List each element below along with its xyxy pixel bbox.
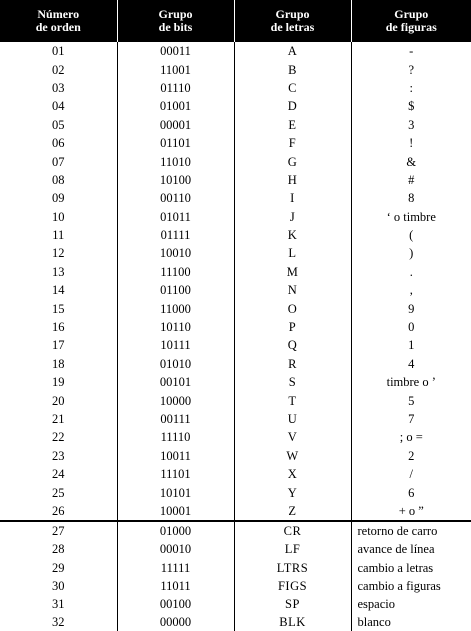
bits-cell: 10000 [117,391,234,409]
bits-cell: 01001 [117,97,234,115]
letter-cell: J [234,208,351,226]
table-row [0,299,471,317]
bits-cell: 01101 [117,134,234,152]
order-cell: 02 [0,60,117,78]
table-row [0,483,471,501]
bits-cell: 01110 [117,79,234,97]
figure-cell: blanco [357,615,391,630]
letter-cell: LF [234,540,351,558]
letter-cell: I [234,189,351,207]
figure-cell: retorno de carro [351,521,471,540]
bits-cell: 11001 [117,60,234,78]
order-cell: 09 [0,189,117,207]
bits-cell: 11000 [117,299,234,317]
table-row [0,171,471,189]
table-row [0,152,471,170]
order-cell: 23 [0,447,117,465]
order-cell: 15 [0,299,117,317]
letter-cell: G [234,152,351,170]
figure-cell: 9 [408,301,415,316]
letter-cell: U [234,410,351,428]
figure-cell: 3 [408,117,415,132]
table-row [0,428,471,446]
table-row [0,502,471,521]
table-row [0,410,471,428]
letter-cell: D [234,97,351,115]
figure-cell: timbre o ’ [386,375,436,390]
order-cell: 25 [0,483,117,501]
control-rows [0,521,471,631]
figure-cell: # [408,172,415,187]
order-cell: 06 [0,134,117,152]
bits-cell: 00111 [117,410,234,428]
order-cell: 03 [0,79,117,97]
order-cell: 01 [0,42,117,60]
figure-cell: 2 [408,448,415,463]
figure-cell: 7 [408,412,415,426]
letter-cell: K [234,226,351,244]
figure-cell: ( [409,228,414,243]
order-cell: 26 [0,502,117,521]
order-cell: 31 [0,595,117,613]
letter-cell: SP [234,595,351,613]
control-row [0,559,471,577]
letter-cell: R [234,355,351,373]
order-cell: 07 [0,152,117,170]
letter-cell: CR [234,521,351,540]
figure-cell: 5 [408,393,415,408]
bits-cell: 10011 [117,447,234,465]
letter-cell: F [234,134,351,152]
bits-cell: 11011 [117,577,234,595]
letter-cell: V [234,428,351,446]
table-header [0,0,471,42]
bits-cell: 10111 [117,336,234,354]
bits-cell: 01111 [117,226,234,244]
bits-cell: 11100 [117,263,234,281]
order-cell: 13 [0,263,117,281]
bits-cell: 10101 [117,483,234,501]
bits-cell: 11010 [117,152,234,170]
figure-cell: 8 [408,191,415,206]
bits-cell: 01011 [117,208,234,226]
figure-cell: $ [408,99,415,114]
letter-cell: X [234,465,351,483]
table-row [0,226,471,244]
table-row [0,42,471,60]
bits-cell: 01000 [117,521,234,540]
figure-cell: 1 [408,338,415,353]
control-row [0,521,471,540]
control-row [0,540,471,558]
figure-cell: espacio [357,597,395,611]
order-cell: 14 [0,281,117,299]
bits-cell: 10100 [117,171,234,189]
bits-cell: 00001 [117,116,234,134]
bits-cell: 00101 [117,373,234,391]
figure-cell: cambio a figuras [357,578,441,593]
order-cell: 24 [0,465,117,483]
figure-cell: ? [408,62,415,77]
letter-cell: O [234,299,351,317]
table-row [0,391,471,409]
order-cell: 28 [0,540,117,558]
order-cell: 17 [0,336,117,354]
bits-cell: 00010 [117,540,234,558]
order-cell: 22 [0,428,117,446]
order-cell: 04 [0,97,117,115]
table-row [0,336,471,354]
order-cell: 30 [0,577,117,595]
order-cell: 19 [0,373,117,391]
letter-cell: Q [234,336,351,354]
bits-cell: 00000 [117,613,234,631]
figure-cell: : [409,80,413,95]
order-cell: 16 [0,318,117,336]
bits-cell: 11110 [117,428,234,446]
figure-cell: 6 [408,485,415,500]
table-row [0,79,471,97]
order-cell: 20 [0,391,117,409]
figure-cell: ; o = [399,430,423,445]
letter-cell: A [234,42,351,60]
bits-cell: 10110 [117,318,234,336]
bits-cell: 01010 [117,355,234,373]
letter-cell: B [234,60,351,78]
table-row [0,60,471,78]
bits-cell: 01100 [117,281,234,299]
table-row [0,373,471,391]
bits-cell: 11101 [117,465,234,483]
order-cell: 32 [0,613,117,631]
letter-cell: C [234,79,351,97]
order-cell: 05 [0,116,117,134]
bits-cell: 00110 [117,189,234,207]
letter-cell: BLK [234,613,351,631]
order-cell: 10 [0,208,117,226]
table-row [0,318,471,336]
figure-cell: avance de línea [357,542,435,557]
table-row [0,116,471,134]
bits-cell: 10010 [117,244,234,262]
figure-cell: ‘ o timbre [386,209,436,224]
bits-cell: 10001 [117,502,234,521]
header-figures: Grupo de figuras [351,0,471,42]
letter-cell: Z [234,502,351,521]
table-row [0,97,471,115]
letter-cell: LTRS [234,559,351,577]
letter-cell: M [234,263,351,281]
figure-cell: + o ” [398,503,424,518]
control-row [0,577,471,595]
header-letters: Grupo de letras [234,0,351,42]
control-row [0,595,471,613]
bits-cell: 11111 [117,559,234,577]
figure-cell: - [409,44,414,59]
letter-cell: Y [234,483,351,501]
table-row [0,189,471,207]
figure-cell: / [409,467,413,482]
figure-cell: 0 [408,320,415,335]
figure-cell: ! [409,136,414,151]
bits-cell: 00100 [117,595,234,613]
order-cell: 08 [0,171,117,189]
figure-cell: . [409,264,413,279]
character-rows [0,42,471,521]
order-cell: 18 [0,355,117,373]
order-cell: 12 [0,244,117,262]
letter-cell: W [234,447,351,465]
letter-cell: E [234,116,351,134]
order-cell: 11 [0,226,117,244]
order-cell: 21 [0,410,117,428]
table-row [0,134,471,152]
table-row [0,355,471,373]
order-cell: 27 [0,521,117,540]
order-cell: 29 [0,559,117,577]
figure-cell: ) [409,246,414,261]
letter-cell: T [234,391,351,409]
figure-cell: 4 [408,356,415,371]
figure-cell: & [406,154,417,169]
letter-cell: N [234,281,351,299]
table-row [0,281,471,299]
control-row [0,613,471,631]
header-bits: Grupo de bits [117,0,234,42]
letter-cell: H [234,171,351,189]
header-order: Número de orden [0,0,117,42]
table-row [0,208,471,226]
table-row [0,263,471,281]
letter-cell: FIGS [234,577,351,595]
letter-cell: S [234,373,351,391]
figure-cell: cambio a letras [357,560,434,575]
bits-cell: 00011 [117,42,234,60]
table-row [0,244,471,262]
table-row [0,465,471,483]
letter-cell: L [234,244,351,262]
letter-cell: P [234,318,351,336]
header-row [0,0,471,42]
table-row [0,447,471,465]
figure-cell: , [409,283,413,298]
